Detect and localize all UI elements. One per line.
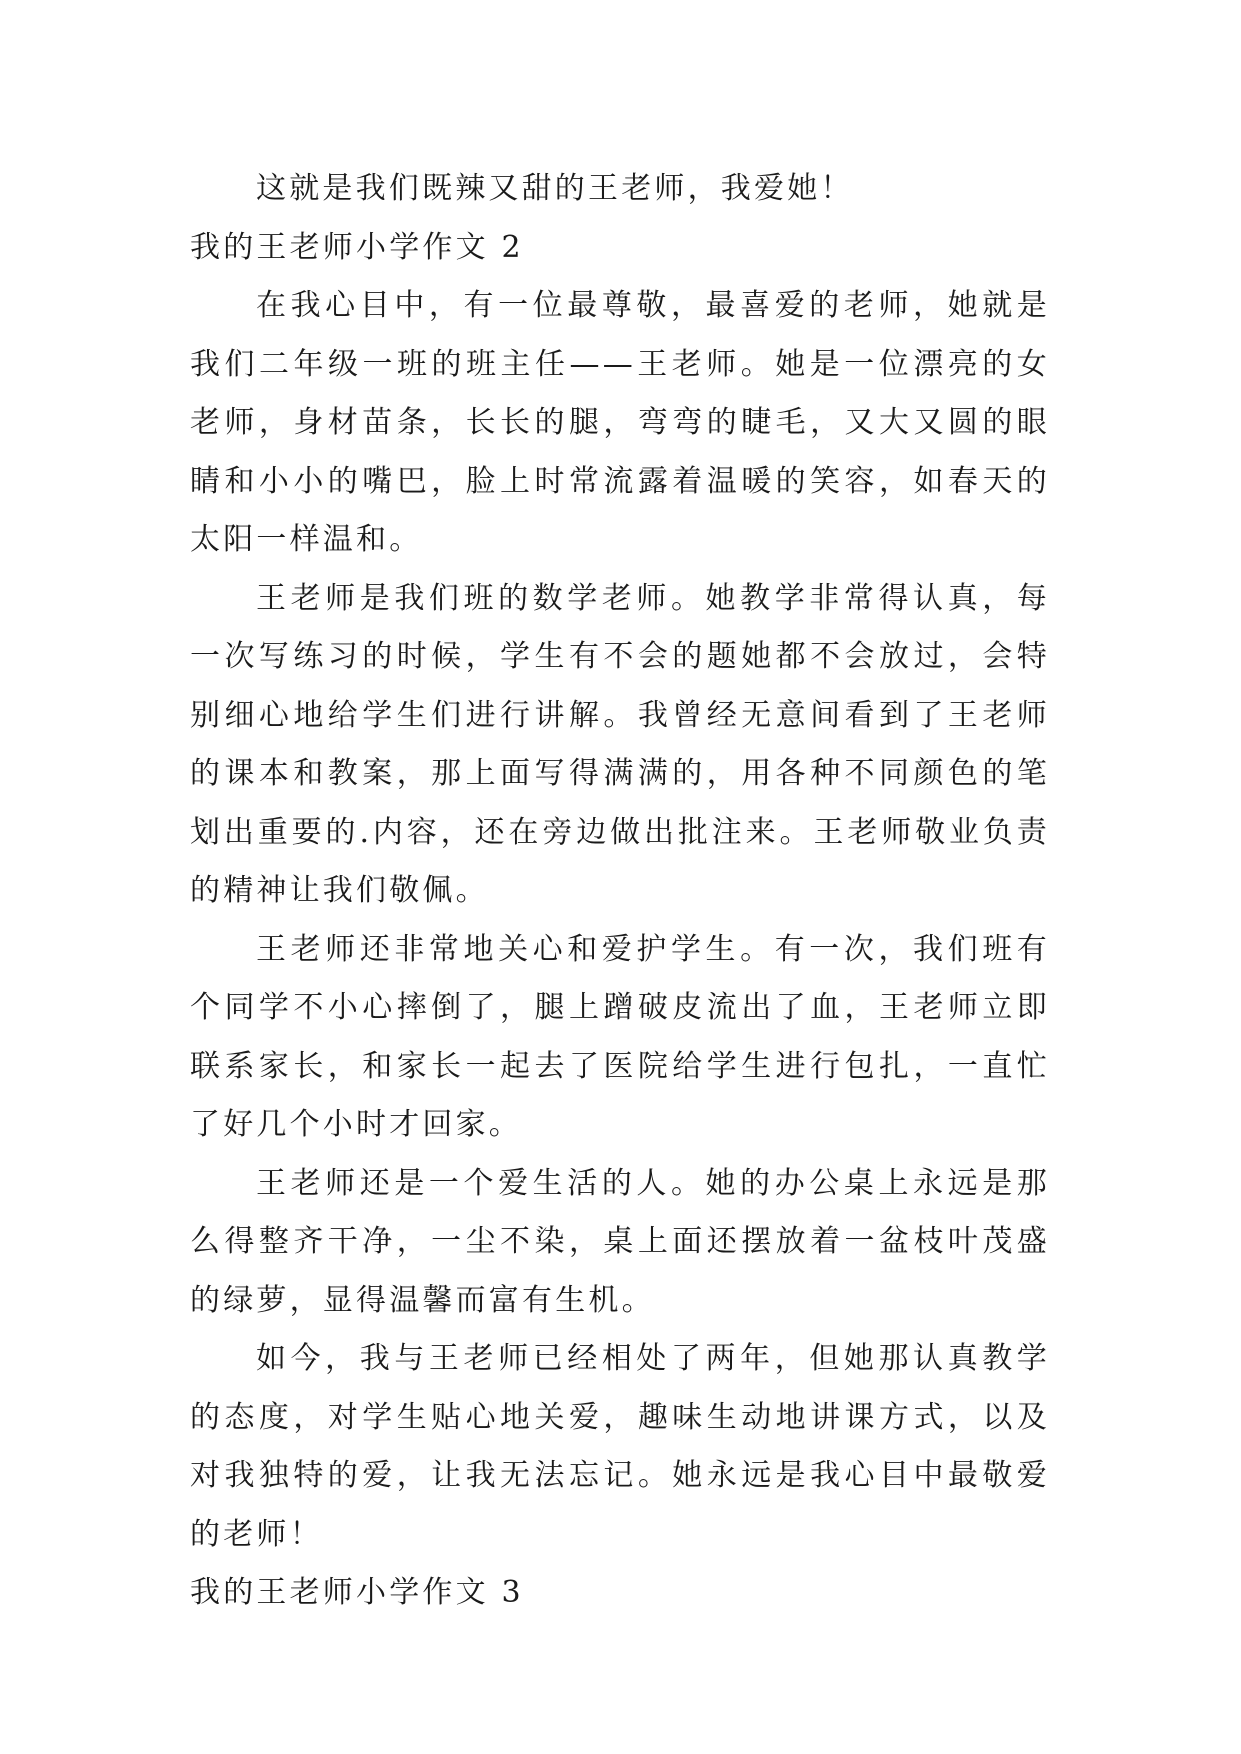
paragraph-life: 王老师还是一个爱生活的人。她的办公桌上永远是那么得整齐干净，一尘不染，桌上面还摆放着一盆枝叶茂盛的绿萝，显得温馨而富有生机。 [190, 1165, 1050, 1318]
essay-title-2: 我的王老师小学作文 2 [190, 229, 524, 265]
paragraph-caring: 王老师还非常地关心和爱护学生。有一次，我们班有个同学不小心摔倒了，腿上蹭破皮流出了血，王老师立即联系家长，和家长一起去了医院给学生进行包扎，一直忙了好几个小时才回家。 [190, 931, 1050, 1142]
paragraph-conclusion: 如今，我与王老师已经相处了两年，但她那认真教学的态度，对学生贴心地关爱，趣味生动地讲课方式，以及对我独特的爱，让我无法忘记。她永远是我心目中最敬爱的老师！ [190, 1341, 1050, 1552]
paragraph-closing-essay-1: 这就是我们既辣又甜的王老师，我爱她！ [256, 171, 854, 206]
paragraph-intro: 在我心目中，有一位最尊敬，最喜爱的老师，她就是我们二年级一班的班主任——王老师。她是一位漂亮的女老师，身材苗条，长长的腿，弯弯的睫毛，又大又圆的眼睛和小小的嘴巴，脸上时常流露着温暖的笑容，如春天的太阳一样温和。 [190, 288, 1050, 557]
document-body [190, 160, 1050, 1623]
essay-title-3: 我的王老师小学作文 3 [190, 1575, 524, 1610]
paragraph-teaching: 王老师是我们班的数学老师。她教学非常得认真，每一次写练习的时候，学生有不会的题她都不会放过，会特别细心地给学生们进行讲解。我曾经无意间看到了王老师的课本和教案，那上面写得满满的，用各种不同颜色的笔划出重要的.内容，还在旁边做出批注来。王老师敬业负责的精神让我们敬佩。 [190, 580, 1050, 908]
